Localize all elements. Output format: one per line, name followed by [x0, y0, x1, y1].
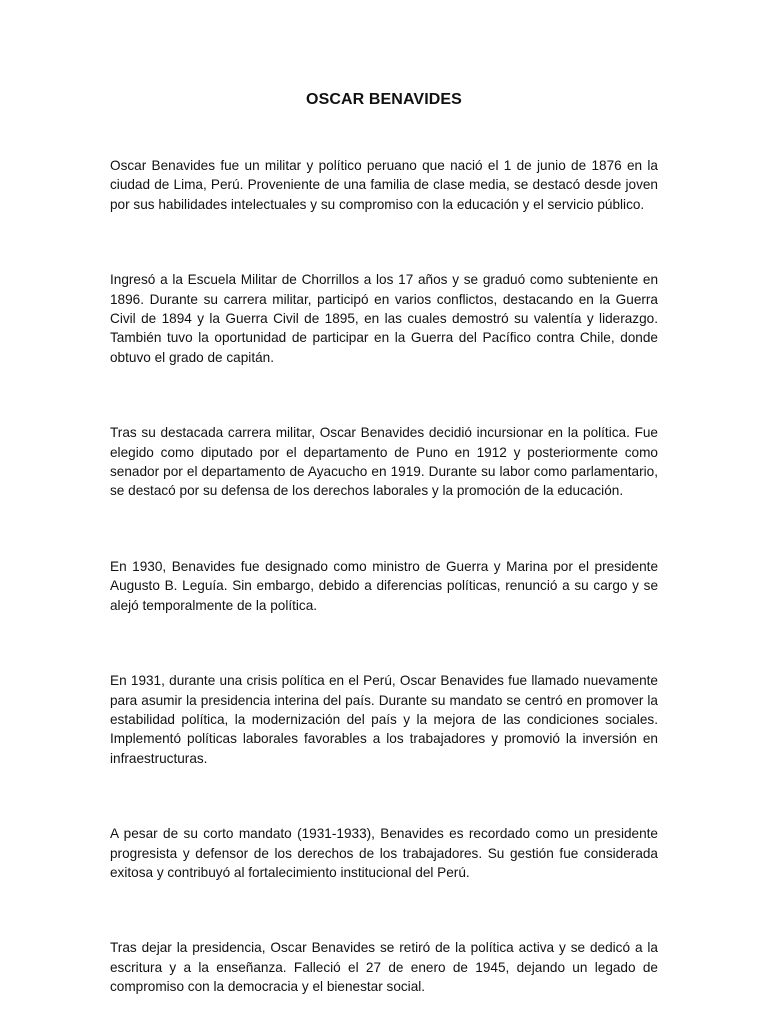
paragraph-military-career: Ingresó a la Escuela Militar de Chorrillos a los 17 años y se graduó como subteniente en 1896. Durante su carrera militar, participó en varios conflictos, destacando en la Guerra Civil de 1894 y la Guerra Civil de 1895, en las cuales demostró su valentía y liderazgo. También tuvo la oportunidad de participar en la Guerra del Pacífico contra Chile, donde obtuvo el grado de capitán. [110, 272, 658, 365]
document-body [110, 156, 658, 997]
paragraph-retirement: Tras dejar la presidencia, Oscar Benavides se retiró de la política activa y se dedicó a la escritura y a la enseñanza. Falleció el 27 de enero de 1945, dejando un legado de compromiso con la democracia y el bienestar social. [110, 940, 658, 995]
paragraph-political-career: Tras su destacada carrera militar, Oscar Benavides decidió incursionar en la política. Fue elegido como diputado por el departamento de Puno en 1912 y posteriormente como senador por el departamento de Ayacucho en 1919. Durante su labor como parlamentario, se destacó por su defensa de los derechos laborales y la promoción de la educación. [110, 425, 658, 499]
document-title: OSCAR BENAVIDES [306, 91, 462, 108]
paragraph-legacy: A pesar de su corto mandato (1931-1933), Benavides es recordado como un presidente progresista y defensor de los derechos de los trabajadores. Su gestión fue considerada exitosa y contribuyó al fortalecimiento institucional del Perú. [110, 826, 658, 880]
paragraph-birth: Oscar Benavides fue un militar y político peruano que nació el 1 de junio de 1876 en la ciudad de Lima, Perú. Proveniente de una familia de clase media, se destacó desde joven por sus habilidades intelectuales y su compromiso con la educación y el servicio público. [110, 158, 658, 212]
paragraph-minister: En 1930, Benavides fue designado como ministro de Guerra y Marina por el presidente Augusto B. Leguía. Sin embargo, debido a diferencias políticas, renunció a su cargo y se alejó temporalmente de la política. [110, 558, 658, 613]
paragraph-presidency: En 1931, durante una crisis política en el Perú, Oscar Benavides fue llamado nuevamente para asumir la presidencia interina del país. Durante su mandato se centró en promover la estabilidad política, la modernización del país y la mejora de las condiciones sociales. Implementó políticas laborales favorables a los trabajadores y promovió la inversión en infraestructuras. [110, 673, 658, 766]
